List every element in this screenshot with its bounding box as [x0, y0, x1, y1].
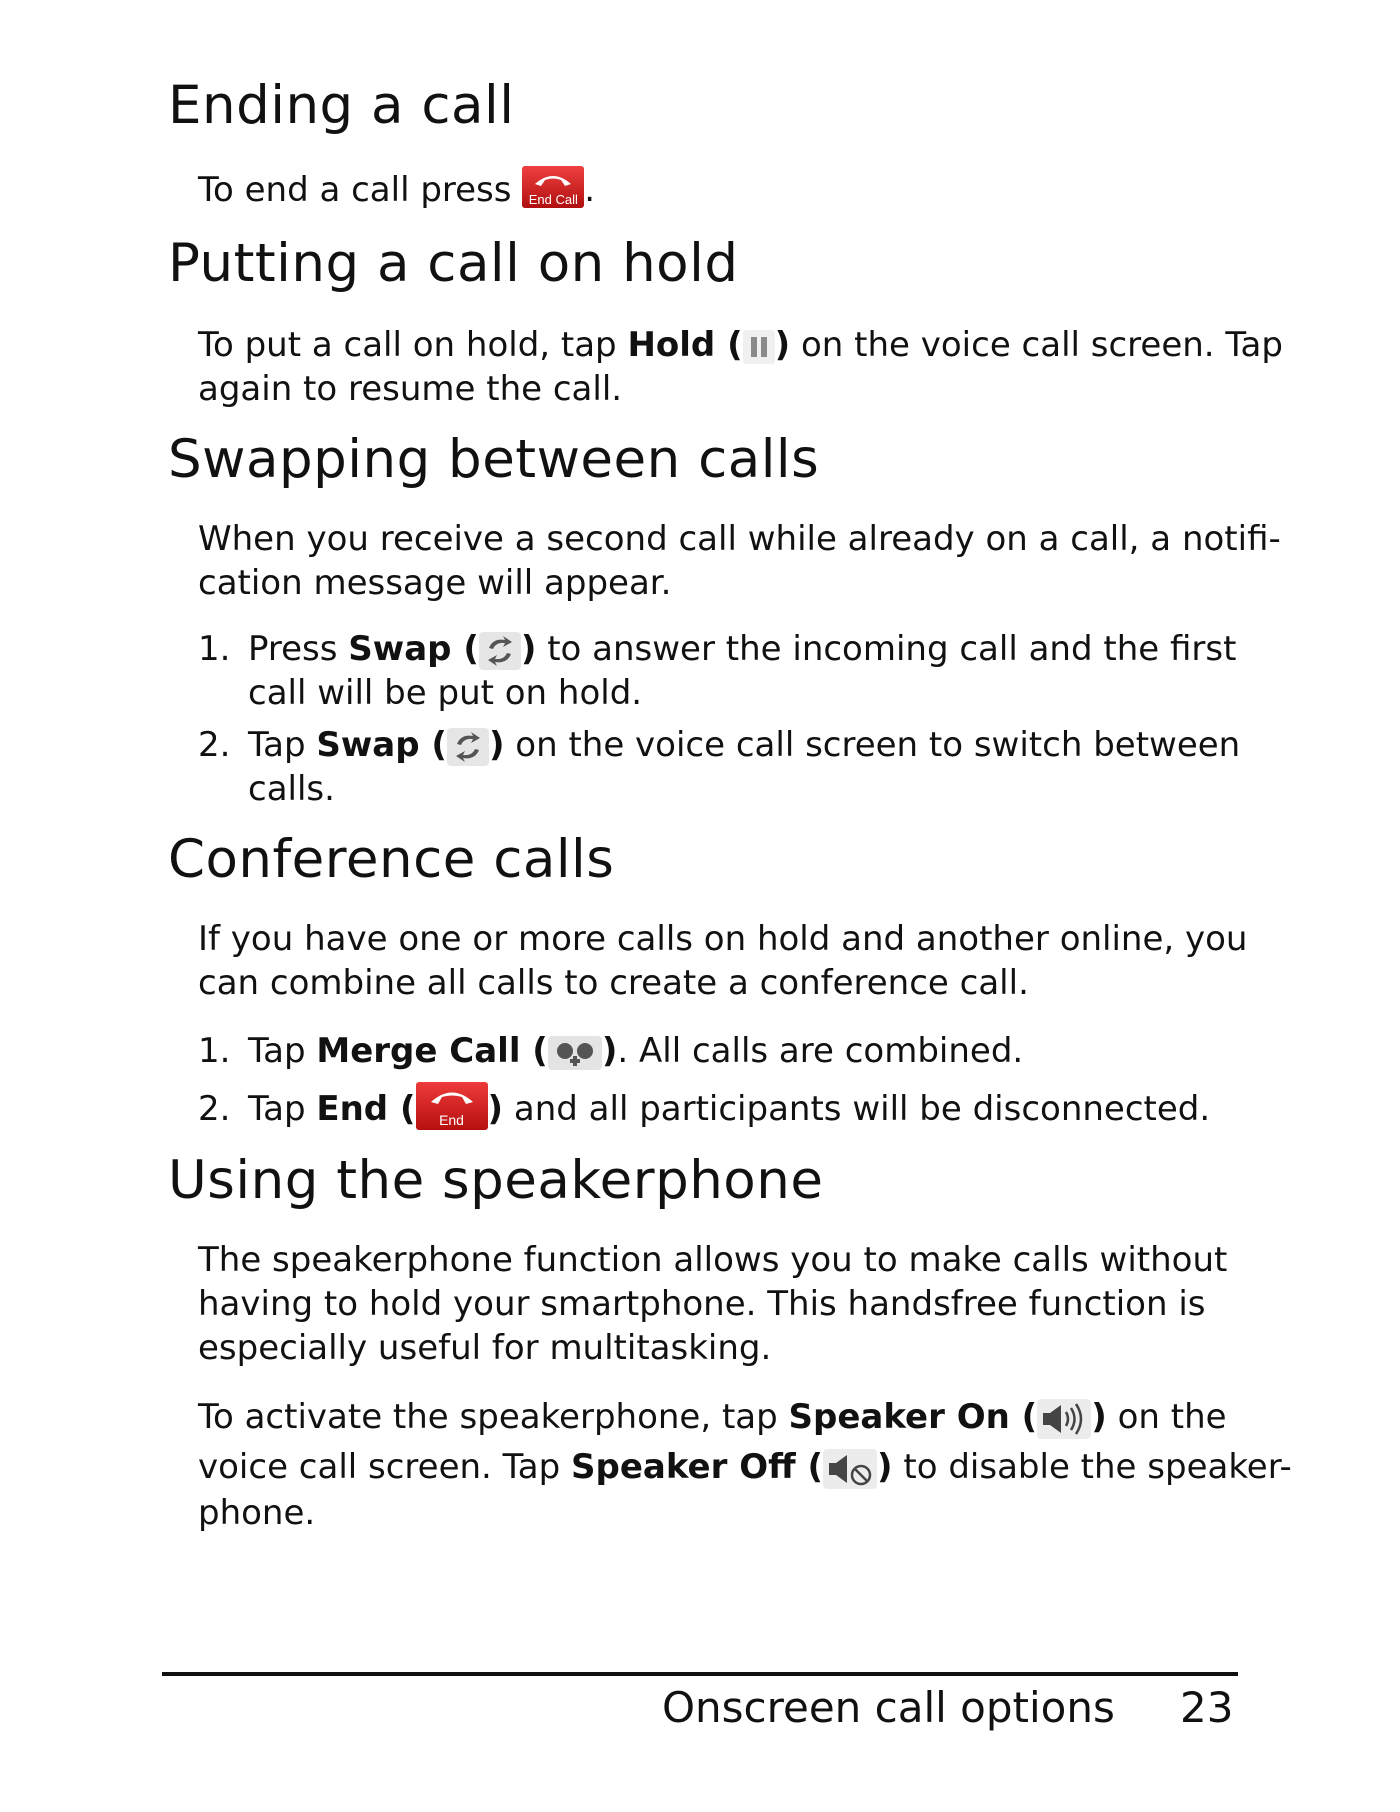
step-text-after: and all participants will be disconnected. [503, 1089, 1211, 1129]
hold-text: To put a call on hold, tap [198, 325, 628, 365]
heading-speakerphone: Using the speakerphone [168, 1150, 824, 1211]
end-icon [416, 1082, 488, 1130]
speaker-para1-line1: The speakerphone function allows you to make calls without [198, 1240, 1228, 1280]
step-text-after: on the voice call screen to switch between [504, 725, 1241, 765]
speaker-para2-line3: phone. [198, 1493, 316, 1533]
end-term: End ( [316, 1089, 416, 1129]
step-text-cont: calls. [248, 769, 335, 809]
speaker-on-term-close: ) [1091, 1397, 1107, 1437]
hold-paragraph-line2: again to resume the call. [198, 369, 623, 409]
swap-icon [447, 728, 489, 766]
swap-term: Swap ( [348, 629, 479, 669]
speaker-para2-line1 [198, 1395, 1258, 1439]
swap-intro-line1: When you receive a second call while already on a call, a notifi- [198, 519, 1281, 559]
swap-term-close: ) [520, 629, 537, 669]
footer-section-title: Onscreen call options [662, 1683, 1115, 1732]
heading-conference-calls: Conference calls [168, 829, 615, 890]
speaker-off-term: Speaker Off ( [571, 1447, 824, 1487]
speaker-text: voice call screen. Tap [198, 1447, 572, 1487]
end-icon-label: End [439, 1111, 464, 1128]
footer-divider [162, 1672, 1238, 1676]
step-text-after: to answer the incoming call and the first [536, 629, 1237, 669]
step-text [248, 627, 1236, 671]
end-call-icon [522, 166, 584, 208]
speaker-para1-line2: having to hold your smartphone. This handsfree function is [198, 1284, 1206, 1324]
speaker-off-icon [823, 1449, 877, 1489]
ending-period: . [584, 170, 596, 210]
step-number: 2. [198, 1089, 231, 1129]
end-call-icon-label: End Call [528, 191, 578, 207]
step-text-after: . All calls are combined. [617, 1031, 1024, 1071]
step-number: 1. [198, 629, 231, 669]
heading-swapping-calls: Swapping between calls [168, 429, 820, 490]
swap-term-close: ) [488, 725, 505, 765]
step-text [248, 723, 1240, 767]
step-text-before: Tap [248, 1031, 317, 1071]
merge-call-term-close: ) [601, 1031, 618, 1071]
conference-intro-line1: If you have one or more calls on hold and another online, you [198, 919, 1248, 959]
speaker-text-after: to disable the speaker- [892, 1447, 1292, 1487]
heading-ending-a-call: Ending a call [168, 75, 515, 136]
speaker-on-icon [1037, 1399, 1091, 1439]
ending-text: To end a call press [198, 170, 523, 210]
step-text-before: Press [248, 629, 349, 669]
speaker-text: To activate the speakerphone, tap [198, 1397, 789, 1437]
merge-call-term: Merge Call ( [316, 1031, 548, 1071]
swap-icon [479, 632, 521, 670]
end-term-close: ) [487, 1089, 504, 1129]
step-number: 2. [198, 725, 231, 765]
step-text [248, 1029, 1023, 1073]
swap-term: Swap ( [316, 725, 447, 765]
hold-text-after: on the voice call screen. Tap [790, 325, 1283, 365]
hold-term-close: ) [774, 325, 791, 365]
speaker-off-term-close: ) [877, 1447, 893, 1487]
speaker-text-after: on the [1106, 1397, 1227, 1437]
hold-term: Hold ( [627, 325, 743, 365]
speaker-para1-line3: especially useful for multitasking. [198, 1328, 772, 1368]
pause-icon [743, 330, 775, 364]
merge-call-icon [548, 1036, 602, 1070]
step-text-before: Tap [248, 725, 317, 765]
hold-paragraph-line1 [198, 323, 1283, 367]
step-number: 1. [198, 1031, 231, 1071]
step-text [248, 1087, 1210, 1131]
step-text-before: Tap [248, 1089, 317, 1129]
heading-call-on-hold: Putting a call on hold [168, 233, 739, 294]
step-text-cont: call will be put on hold. [248, 673, 643, 713]
page-number: 23 [1180, 1683, 1234, 1732]
speaker-on-term: Speaker On ( [788, 1397, 1038, 1437]
conference-intro-line2: can combine all calls to create a conference call. [198, 963, 1029, 1003]
speaker-para2-line2 [198, 1445, 1292, 1489]
swap-intro-line2: cation message will appear. [198, 563, 672, 603]
ending-paragraph [198, 168, 1258, 212]
